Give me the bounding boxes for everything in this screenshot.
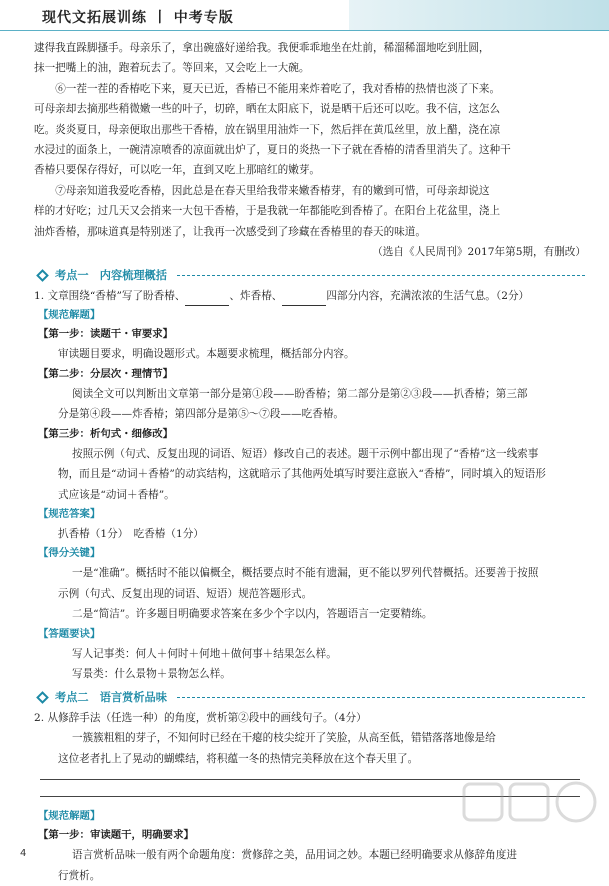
- diamond-icon: [36, 691, 49, 704]
- tag-key-points: 【得分关键】: [38, 547, 101, 560]
- question-text: 1. 文章围绕“香椿”写了盼香椿、: [34, 290, 186, 303]
- step-text: 按照示例（句式、反复出现的词语、短语）修改自己的表述。题干示例中都出现了“香椿”这一线索事: [72, 447, 539, 460]
- answer-text: 扒香椿（1分） 吃香椿（1分）: [58, 527, 204, 540]
- step-text: 分是第④段——炸香椿；第四部分是第⑤～⑦段——吃香椿。: [58, 408, 345, 421]
- passage-line: 逮得我直跺脚搔手。母亲乐了，拿出碗盛好递给我。我便乖乖地坐在灶前，稀溜稀溜地吃到肚圆，: [34, 42, 490, 54]
- passage-paragraph-6: ⑥一茬一茬的香椿吃下来，夏天已近，香椿已不能用来炸着吃了，我对香椿的热情也淡了下来。: [55, 82, 501, 95]
- passage-line: 油炸香椿，那味道真是特别迷了，让我再一次感受到了珍藏在香椿里的春天的味道。: [34, 225, 426, 238]
- key-text: 一是“准确”。概括时不能以偏概全，概括要点时不能有遗漏，更不能以罗列代替概括。还要善于按照: [72, 567, 539, 580]
- step-text: 物，而且是“动词＋香椿”的动宾结构，这就暗示了其他两处填写时要注意嵌入“香椿”，同时填入的短语形: [58, 468, 546, 481]
- step-text: 行赏析。: [58, 869, 101, 882]
- quoted-sentence: 一簇簇粗粗的芽子，不知何时已经在干瘪的枝尖绽开了笑脸，从高至低，错错落落地像是给: [72, 732, 496, 745]
- quoted-sentence: 这位老者扎上了晃动的蝴蝶结，将积蕴一冬的热情完美释放在这个春天里了。: [58, 752, 419, 765]
- question-text: 、炸香椿、: [229, 290, 283, 303]
- answer-blank[interactable]: [185, 293, 229, 306]
- passage-paragraph-7: ⑦母亲知道我爱吃香椿，因此总是在春天里给我带来嫩香椿芽，有的嫩到可惜，可母亲却说这: [55, 184, 490, 197]
- question-2: 2. 从修辞手法（任选一种）的角度，赏析第②段中的画线句子。（4分）: [34, 712, 367, 725]
- section-rule: [177, 275, 586, 276]
- page-header: [0, 0, 609, 31]
- section-heading-2: [34, 686, 586, 708]
- passage-line: 香椿只要保存得好，可以吃一年，直到又吃上那暗红的嫩芽。: [34, 164, 321, 177]
- section-title: 考点一 内容梳理概括: [55, 269, 167, 283]
- key-text: 二是“简洁”。许多题目明确要求答案在多少个字以内，答题语言一定要精练。: [72, 608, 433, 621]
- passage-line: 水浸过的面条上，一碗清凉喷香的凉面就出炉了，夏日的炎热一下子就在香椿的清香里消失了。这种干: [34, 144, 511, 157]
- template-text: 写景类：什么景物＋景物怎么样。: [72, 667, 231, 680]
- question-text: 四部分内容，充满浓浓的生活气息。（2分）: [326, 290, 530, 303]
- passage-line: 吃。炎炎夏日，母亲便取出那些干香椿，放在锅里用油炸一下，然后拌在黄瓜丝里，放上醋，浇在凉: [34, 123, 501, 136]
- page-number: 4: [20, 848, 27, 859]
- diamond-icon: [36, 269, 49, 282]
- passage-line: 抹一把嘴上的油，跑着玩去了。等回来，又会吃上一大碗。: [34, 62, 310, 75]
- question-1: [34, 286, 586, 306]
- step-heading: 【第一步：读题干・审要求】: [38, 328, 174, 341]
- header-decoration: [349, 0, 609, 30]
- answer-line[interactable]: [40, 779, 580, 780]
- answer-blank[interactable]: [282, 293, 326, 306]
- tag-method: 【规范解题】: [38, 309, 101, 322]
- tag-answer: 【规范答案】: [38, 507, 101, 520]
- tag-method: 【规范解题】: [38, 810, 101, 823]
- passage-line: 可母亲却去摘那些稍微嫩一些的叶子，切碎，晒在太阳底下，说是晒干后还可以吃。我不信，这怎么: [34, 103, 501, 116]
- step-text: 阅读全文可以判断出文章第一部分是第①段——盼香椿；第二部分是第②③段——扒香椿；第三部: [72, 387, 528, 400]
- step-heading: 【第三步：析句式・细修改】: [38, 427, 174, 440]
- passage-source: （选自《人民周刊》2017年第5期，有删改）: [372, 246, 586, 259]
- section-rule: [177, 697, 586, 698]
- step-heading: 【第一步：审读题干，明确要求】: [38, 829, 194, 842]
- key-text: 示例（句式、反复出现的词语、短语）规范答题形式。: [58, 587, 313, 600]
- section-title: 考点二 语言赏析品味: [55, 691, 167, 705]
- step-heading: 【第二步：分层次・理情节】: [38, 367, 174, 380]
- tag-template: 【答题要诀】: [38, 627, 101, 640]
- step-text: 审读题目要求，明确设题形式。本题要求梳理，概括部分内容。: [58, 348, 355, 361]
- section-heading-1: [34, 264, 586, 286]
- book-title: 现代文拓展训练 丨 中考专版: [42, 10, 234, 26]
- template-text: 写人记事类：何人＋何时＋何地＋做何事＋结果怎么样。: [72, 647, 337, 660]
- step-text: 语言赏析品味一般有两个命题角度：赏修辞之美，品用词之妙。本题已经明确要求从修辞角度进: [72, 849, 517, 862]
- step-text: 式应该是“动词＋香椿”。: [58, 488, 175, 501]
- passage-line: 样的才好吃；过几天又会捎来一大包干香椿，于是我就一年都能吃到香椿了。在阳台上花盆里，浇上: [34, 205, 501, 218]
- page-content: [34, 38, 586, 886]
